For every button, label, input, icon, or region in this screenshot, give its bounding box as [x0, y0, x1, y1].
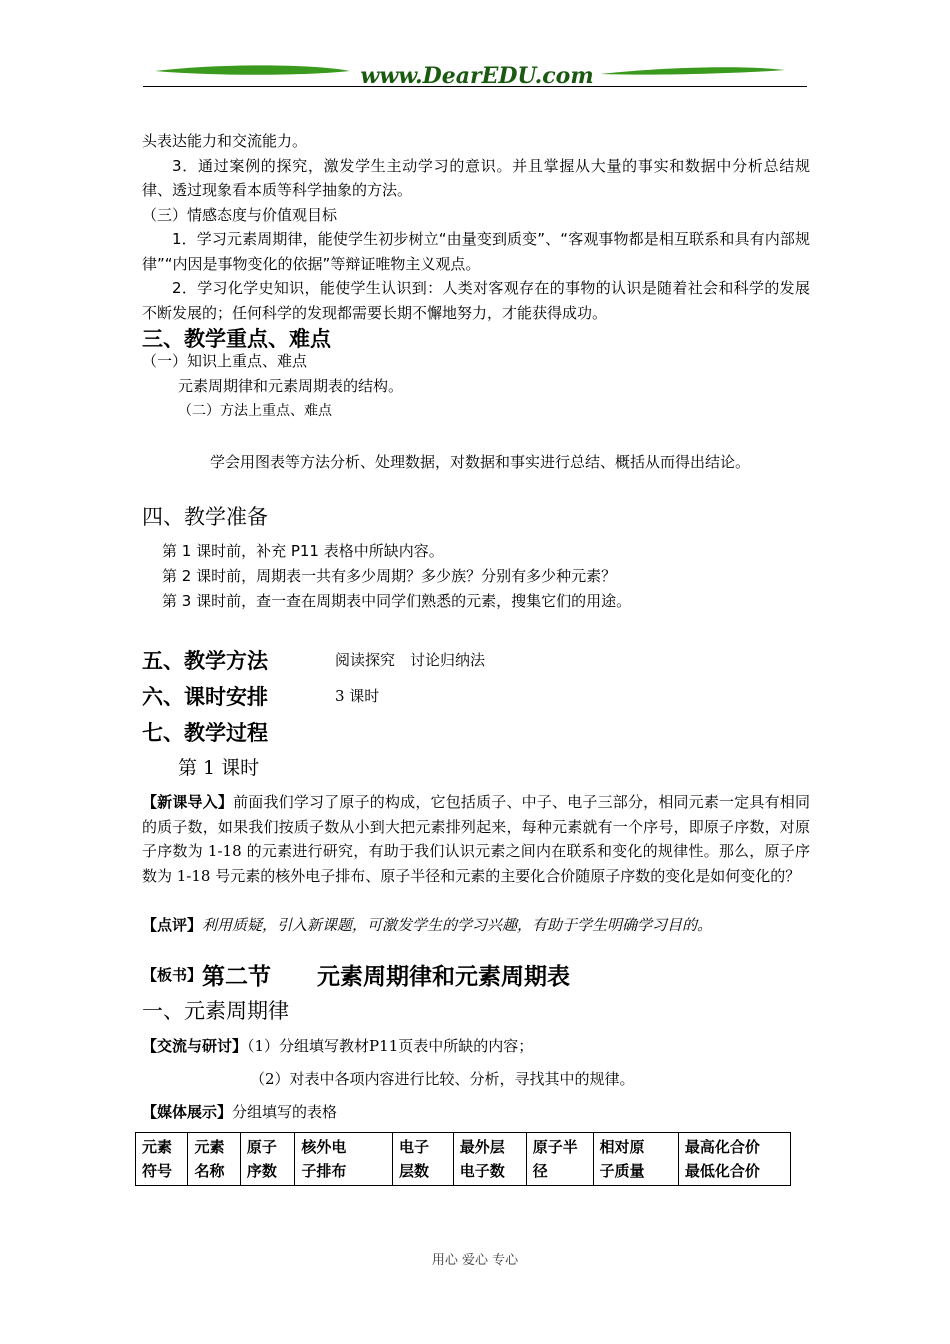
table-cell: 相对原 子质量 [593, 1133, 678, 1186]
new-lesson-tag: 【新课导入】 [142, 793, 234, 811]
comment-paragraph [142, 914, 712, 935]
header-rule [143, 86, 807, 87]
element-properties-table [135, 1132, 791, 1186]
section5-title: 五、教学方法 [142, 649, 268, 673]
section3-sub1: （一）知识上重点、难点 [142, 352, 308, 370]
table-cell: 元素 符号 [136, 1133, 188, 1186]
section6-title: 六、课时安排 [142, 685, 268, 709]
table-cell: 最高化合价 最低化合价 [678, 1133, 790, 1186]
sec1-title: 一、元素周期律 [142, 999, 289, 1023]
table-cell: 原子 序数 [240, 1133, 294, 1186]
media-tag: 【媒体展示】 [142, 1103, 233, 1121]
table-cell: 电子 层数 [393, 1133, 454, 1186]
section3-text1: 元素周期律和元素周期表的结构。 [178, 377, 404, 395]
new-lesson-text: 前面我们学习了原子的构成，它包括质子、中子、电子三部分，相同元素一定具有相同的质子数，如果我们按质子数从小到大把元素排列起来，每种元素就有一个序号，即原子序数，对原子序数为 1-18 的元素进行研究，有助于我们认识元素之间内在联系和变化的规律性。那么，原子序数为 1-18 号元素的核外电子排布、原子半径和元素的主要化合价随原子序数的变化是如何变化的？ [142, 793, 810, 885]
header-logo [145, 58, 805, 94]
intro-para1: 1．学习元素周期律，能使学生初步树立“由量变到质变”、“客观事物都是相互联系和具有内部规律”“内因是事物变化的依据”等辩证唯物主义观点。 [142, 230, 810, 273]
section7-title: 七、教学过程 [142, 721, 268, 745]
section5-value: 阅读探究 讨论归纳法 [335, 651, 486, 669]
comment-text: 利用质疑，引入新课题，可激发学生的学习兴趣，有助于学生明确学习目的。 [202, 916, 713, 934]
discuss-line1 [142, 1035, 533, 1056]
header-site-text: www.DearEDU.com [360, 63, 594, 89]
comment-tag: 【点评】 [142, 916, 203, 934]
table-cell: 原子半 径 [526, 1133, 593, 1186]
section3-text2: 学会用图表等方法分析、处理数据，对数据和事实进行总结、概括从而得出结论。 [210, 453, 751, 471]
section3-sub2: （二）方法上重点、难点 [178, 403, 332, 419]
section3-title: 三、教学重点、难点 [142, 327, 331, 351]
table-cell: 核外电 子排布 [295, 1133, 393, 1186]
intro-sub3: （三）情感态度与价值观目标 [142, 205, 338, 224]
table-cell: 元素 名称 [188, 1133, 240, 1186]
board-heading [142, 958, 570, 991]
intro-para3: 3．通过案例的探究，激发学生主动学习的意识。并且掌握从大量的事实和数据中分析总结规律、透过现象看本质等科学抽象的方法。 [142, 156, 810, 199]
section4-title: 四、教学准备 [142, 505, 268, 529]
lesson-1-heading: 第 1 课时 [178, 757, 260, 779]
board-title: 第二节 元素周期律和元素周期表 [202, 964, 571, 990]
section6-value: 3 课时 [335, 687, 380, 705]
new-lesson-paragraph [142, 790, 810, 888]
prep-item-2: 第 2 课时前，周期表一共有多少周期？多少族？分别有多少种元素？ [162, 567, 617, 585]
left-swoosh [155, 65, 350, 74]
table-cell: 最外层 电子数 [453, 1133, 526, 1186]
prep-item-3: 第 3 课时前，查一查在周期表中同学们熟悉的元素，搜集它们的用途。 [162, 592, 632, 610]
page-footer: 用心 爱心 专心 [431, 1253, 519, 1268]
intro-block [142, 129, 810, 325]
discuss-tag: 【交流与研讨】 [142, 1037, 248, 1055]
table-header-row [136, 1133, 791, 1186]
media-text: 分组填写的表格 [232, 1103, 338, 1121]
right-swoosh [600, 67, 785, 74]
board-tag: 【板书】 [142, 966, 203, 984]
discuss-item2: （2）对表中各项内容进行比较、分析，寻找其中的规律。 [250, 1070, 635, 1088]
discuss-item1: （1）分组填写教材P11页表中所缺的内容； [247, 1037, 534, 1055]
media-line [142, 1101, 337, 1122]
intro-line0: 头表达能力和交流能力。 [142, 132, 308, 150]
intro-para2: 2．学习化学史知识，能使学生认识到：人类对客观存在的事物的认识是随着社会和科学的发展不断发展的；任何科学的发现都需要长期不懈地努力，才能获得成功。 [142, 279, 810, 322]
prep-item-1: 第 1 课时前，补充 P11 表格中所缺内容。 [162, 542, 444, 560]
